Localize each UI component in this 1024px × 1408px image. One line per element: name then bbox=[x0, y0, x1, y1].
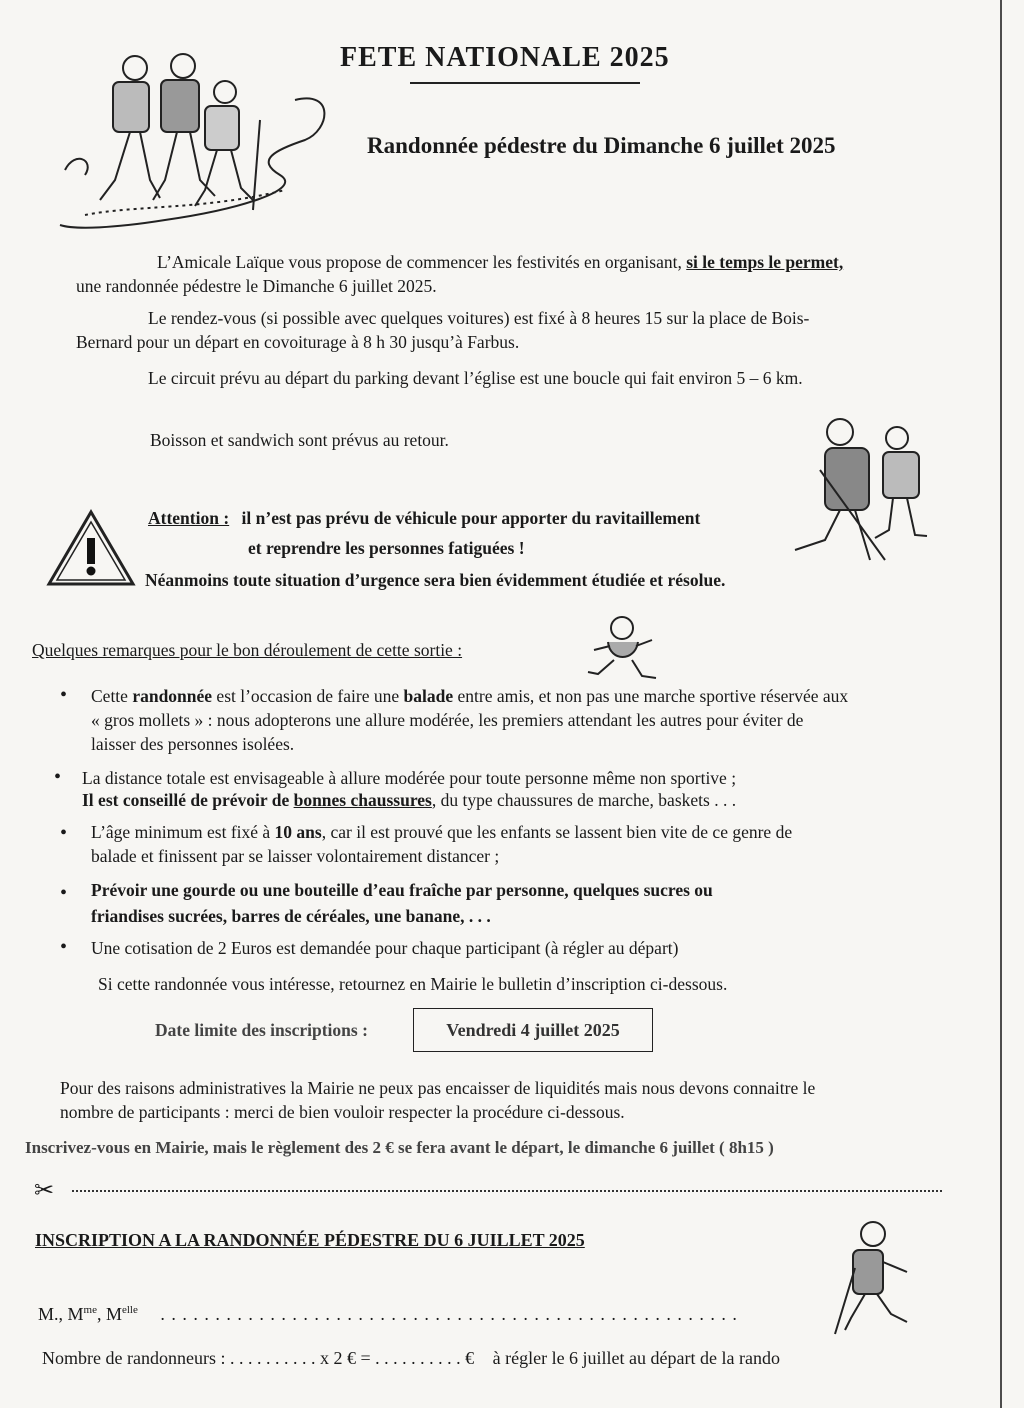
admin-line-3: Inscrivez-vous en Mairie, mais le règlement des 2 € se fera avant le départ, le dimanche 6 juillet ( 8h15 ) bbox=[25, 1138, 774, 1157]
bullet-1-line-3: laisser des personnes isolées. bbox=[91, 734, 295, 754]
b3-bold: 10 ans bbox=[274, 822, 322, 842]
bullet-3-line-2: balade et finissent par se laisser volontairement distancer ; bbox=[91, 846, 500, 866]
attention-label: Attention : bbox=[148, 508, 230, 528]
bullet-dot: • bbox=[60, 684, 68, 706]
intro-paragraph-1 bbox=[157, 250, 957, 274]
b1-text: Cette bbox=[91, 686, 128, 706]
cut-line bbox=[72, 1190, 942, 1192]
bullet-dot: • bbox=[60, 822, 68, 844]
walking-hiker-illustration bbox=[825, 1218, 925, 1338]
b3-text: L’âge minimum est fixé à bbox=[91, 822, 271, 842]
warning-triangle-icon bbox=[45, 508, 137, 588]
intro-paragraph-1-cont: une randonnée pédestre le Dimanche 6 juillet 2025. bbox=[76, 276, 437, 296]
interest-line: Si cette randonnée vous intéresse, retournez en Mairie le bulletin d’inscription ci-dessous. bbox=[98, 974, 728, 994]
deadline-label: Date limite des inscriptions : bbox=[155, 1020, 368, 1040]
inscription-title: INSCRIPTION A LA RANDONNÉE PÉDESTRE DU 6 JUILLET 2025 bbox=[35, 1230, 585, 1250]
admin-line-2: nombre de participants : merci de bien vouloir respecter la procédure ci-dessous. bbox=[60, 1102, 625, 1122]
name-sup: elle bbox=[121, 1304, 138, 1316]
b1-text: est l’occasion de faire une bbox=[216, 686, 400, 706]
bullet-3-line-1 bbox=[91, 820, 792, 844]
name-label: M., M bbox=[38, 1304, 84, 1324]
count-field-row bbox=[42, 1346, 780, 1370]
bullet-4-line-2: friandises sucrées, barres de céréales, une banane, . . . bbox=[91, 906, 491, 926]
b1-bold: randonnée bbox=[132, 686, 213, 706]
intro-emphasis: si le temps le permet, bbox=[686, 252, 844, 272]
running-man-illustration bbox=[580, 612, 670, 692]
hikers-group-illustration bbox=[55, 40, 335, 235]
bullet-dot: • bbox=[54, 766, 62, 788]
bullet-dot: • bbox=[60, 882, 68, 904]
bullet-2-line-1: La distance totale est envisageable à allure modérée pour toute personne même non sportive ; bbox=[82, 768, 737, 788]
bullet-4-line-1: Prévoir une gourde ou une bouteille d’eau fraîche par personne, quelques sucres ou bbox=[91, 880, 713, 900]
page-title: FETE NATIONALE 2025 bbox=[340, 42, 670, 73]
bullet-1-line-1 bbox=[91, 684, 848, 708]
attention-text: il n’est pas prévu de véhicule pour apporter du ravitaillement bbox=[241, 508, 701, 528]
bullet-2-line-2 bbox=[82, 788, 736, 812]
b1-bold: balade bbox=[403, 686, 454, 706]
bullet-dot: • bbox=[60, 936, 68, 958]
intro-paragraph-4: Boisson et sandwich sont prévus au retour. bbox=[150, 430, 449, 450]
count-tail: à régler le 6 juillet au départ de la rando bbox=[492, 1348, 780, 1368]
b1-text: entre amis, et non pas une marche sportive réservée aux bbox=[457, 686, 849, 706]
admin-line-1: Pour des raisons administratives la Mairie ne peux pas encaisser de liquidités mais nous devons connaitre le bbox=[60, 1078, 816, 1098]
bullet-5-line-1: Une cotisation de 2 Euros est demandée pour chaque participant (à régler au départ) bbox=[91, 938, 679, 958]
b2-text: , du type chaussures de marche, baskets . . . bbox=[431, 790, 737, 810]
deadline-value: Vendredi 4 juillet 2025 bbox=[446, 1019, 620, 1040]
name-input-dots[interactable]: . . . . . . . . . . . . . . . . . . . . . . . . . . . . . . . . . . . . . . . . . . . . . . . . . . . . . bbox=[160, 1304, 738, 1324]
bullet-1-line-2: « gros mollets » : nous adopterons une allure modérée, les premiers attendant les autres pour éviter de bbox=[91, 710, 804, 730]
attention-line-3: Néanmoins toute situation d’urgence sera bien évidemment étudiée et résolue. bbox=[145, 570, 726, 590]
name-sup: me bbox=[83, 1304, 97, 1316]
page-subtitle: Randonnée pédestre du Dimanche 6 juillet 2025 bbox=[367, 133, 836, 158]
attention-line-2: et reprendre les personnes fatiguées ! bbox=[248, 538, 525, 558]
b3-text: , car il est prouvé que les enfants se lassent bien vite de ce genre de bbox=[321, 822, 793, 842]
remarks-heading: Quelques remarques pour le bon déroulement de cette sortie : bbox=[32, 640, 463, 660]
b2-underlined: bonnes chaussures bbox=[293, 790, 432, 810]
two-hikers-illustration bbox=[785, 410, 955, 570]
intro-paragraph-2: Le rendez-vous (si possible avec quelques voitures) est fixé à 8 heures 15 sur la place de Bois- bbox=[148, 308, 810, 328]
name-label: , M bbox=[96, 1304, 122, 1324]
name-field-row bbox=[38, 1298, 738, 1326]
scissors-icon: ✂ bbox=[34, 1176, 55, 1204]
intro-paragraph-2-cont: Bernard pour un départ en covoiturage à 8 h 30 jusqu’à Farbus. bbox=[76, 332, 520, 352]
page-edge bbox=[1000, 0, 1002, 1408]
count-label[interactable]: Nombre de randonneurs : . . . . . . . . . . x 2 € = . . . . . . . . . . € bbox=[42, 1348, 475, 1368]
attention-line-1 bbox=[148, 506, 700, 530]
deadline-box bbox=[413, 1008, 653, 1052]
intro-text: L’Amicale Laïque vous propose de commencer les festivités en organisant, bbox=[157, 252, 682, 272]
intro-paragraph-3: Le circuit prévu au départ du parking devant l’église est une boucle qui fait environ 5 – 6 km. bbox=[148, 368, 803, 388]
title-underline bbox=[410, 82, 640, 84]
b2-bold: Il est conseillé de prévoir de bbox=[82, 790, 290, 810]
